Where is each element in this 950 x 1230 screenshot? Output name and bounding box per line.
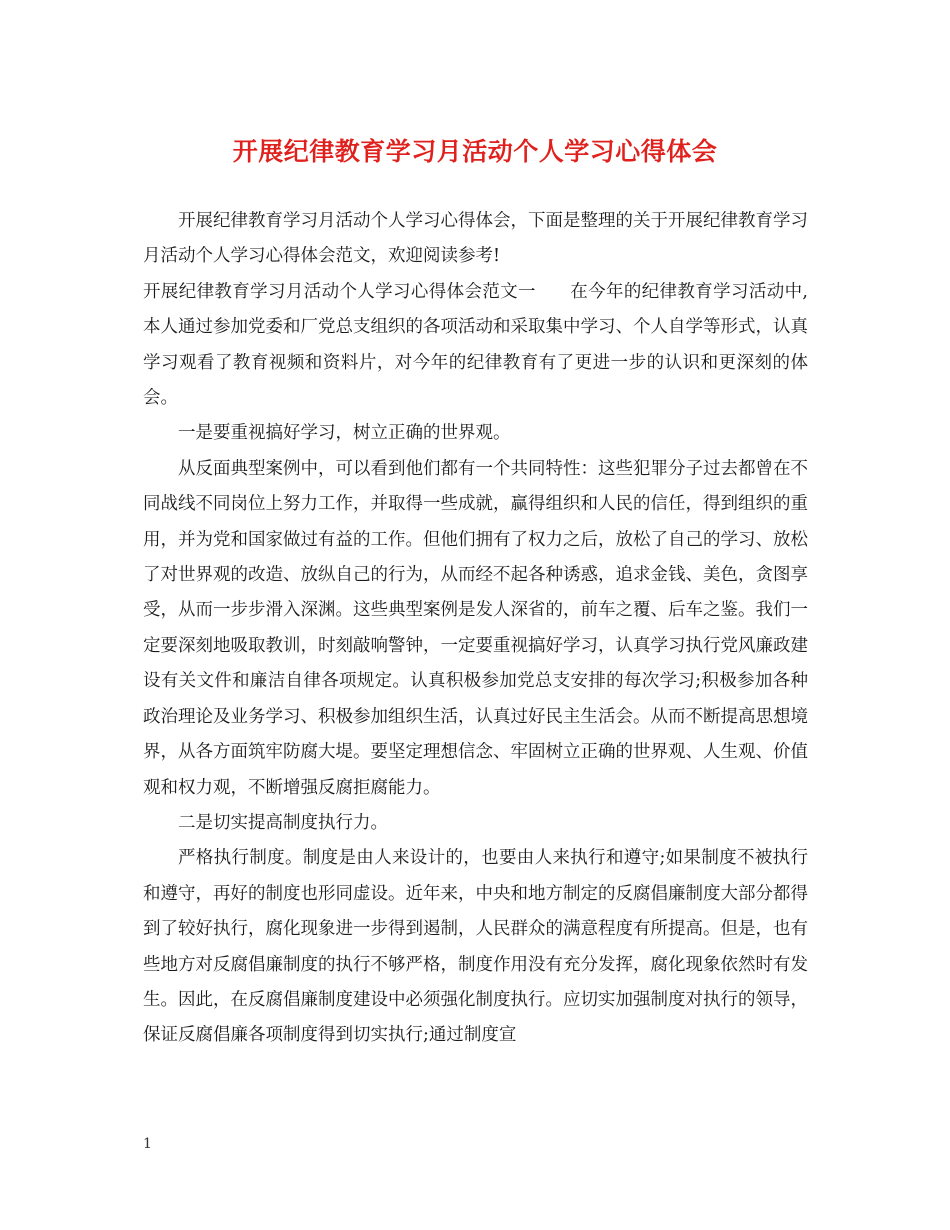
page-number: 1 <box>143 1136 152 1152</box>
intro-paragraph: 开展纪律教育学习月活动个人学习心得体会，下面是整理的关于开展纪律教育学习月活动个人学习心得体会范文，欢迎阅读参考! <box>143 211 808 267</box>
section-lead: 在今年的纪律教育学习活动中,本人通过参加党委和厂党总支组织的各项活动和采取集中学习、个人自学等形式，认真学习观看了教育视频和资料片，对今年的纪律教育有了更进一步的认识和更深刻的体会。 <box>143 281 808 409</box>
document-body <box>143 204 808 1054</box>
point2-heading: 二是切实提高制度执行力。 <box>178 812 388 833</box>
document-title: 开展纪律教育学习月活动个人学习心得体会 <box>232 137 718 166</box>
point1-heading: 一是要重视搞好学习，树立正确的世界观。 <box>178 423 511 444</box>
point2-body: 严格执行制度。制度是由人来设计的，也要由人来执行和遵守;如果制度不被执行和遵守，再好的制度也形同虚设。近年来，中央和地方制定的反腐倡廉制度大部分都得到了较好执行，腐化现象进一步得到遏制，人民群众的满意程度有所提高。但是，也有些地方对反腐倡廉制度的执行不够严格，制度作用没有充分发挥，腐化现象依然时有发生。因此，在反腐倡廉制度建设中必须强化制度执行。应切实加强制度对执行的领导，保证反腐倡廉各项制度得到切实执行;通过制度宣 <box>143 848 808 1046</box>
section-heading: 开展纪律教育学习月活动个人学习心得体会范文一 <box>143 281 536 302</box>
point1-body: 从反面典型案例中，可以看到他们都有一个共同特性：这些犯罪分子过去都曾在不同战线不同岗位上努力工作，并取得一些成就，赢得组织和人民的信任，得到组织的重用，并为党和国家做过有益的工作。但他们拥有了权力之后，放松了自己的学习、放松了对世界观的改造、放纵自己的行为，从而经不起各种诱惑，追求金钱、美色，贪图享受，从而一步步滑入深渊。这些典型案例是发人深省的，前车之覆、后车之鉴。我们一定要深刻地吸取教训，时刻敲响警钟，一定要重视搞好学习，认真学习执行党风廉政建设有关文件和廉洁自律各项规定。认真积极参加党总支安排的每次学习;积极参加各种政治理论及业务学习、积极参加组织生活，认真过好民主生活会。从而不断提高思想境界，从各方面筑牢防腐大堤。要坚定理想信念、牢固树立正确的世界观、人生观、价值观和权力观，不断增强反腐拒腐能力。 <box>143 458 808 798</box>
section-paragraph <box>143 275 808 417</box>
